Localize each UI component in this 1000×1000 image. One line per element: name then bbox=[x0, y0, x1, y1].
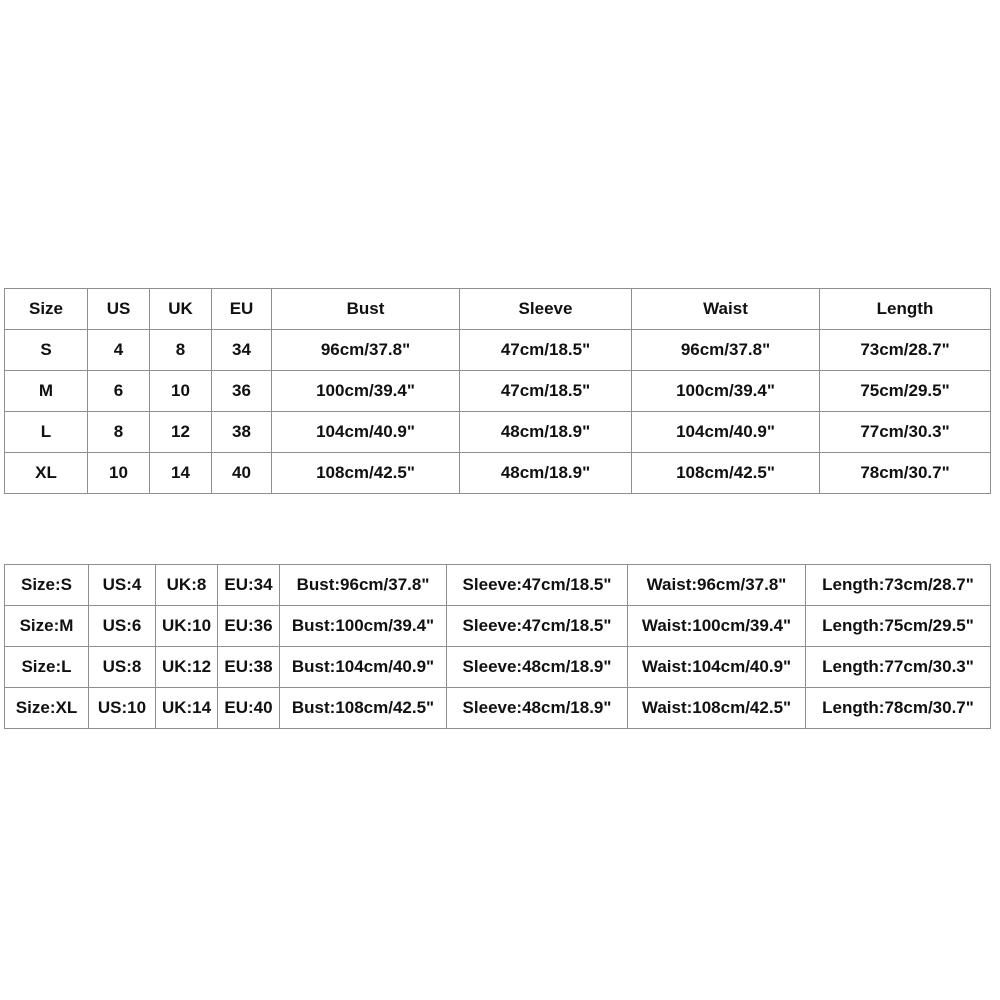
table-cell: UK:14 bbox=[156, 688, 218, 729]
table-cell: Length:75cm/29.5" bbox=[806, 606, 991, 647]
table-cell: 100cm/39.4" bbox=[632, 371, 820, 412]
table-cell: UK:8 bbox=[156, 565, 218, 606]
table-cell: Waist:96cm/37.8" bbox=[628, 565, 806, 606]
header-cell-us: US bbox=[88, 289, 150, 330]
table-cell: 104cm/40.9" bbox=[632, 412, 820, 453]
size-chart-labeled-table bbox=[4, 564, 991, 729]
table-cell: XL bbox=[5, 453, 88, 494]
table-cell: 108cm/42.5" bbox=[272, 453, 460, 494]
table-cell: 10 bbox=[88, 453, 150, 494]
table-row bbox=[5, 606, 991, 647]
table-row bbox=[5, 371, 991, 412]
table-cell: EU:38 bbox=[218, 647, 280, 688]
header-cell-waist: Waist bbox=[632, 289, 820, 330]
table-cell: Bust:108cm/42.5" bbox=[280, 688, 447, 729]
table-cell: US:6 bbox=[89, 606, 156, 647]
table-cell: 38 bbox=[212, 412, 272, 453]
table-cell: 75cm/29.5" bbox=[820, 371, 991, 412]
table-row bbox=[5, 647, 991, 688]
table-cell: 96cm/37.8" bbox=[272, 330, 460, 371]
table-cell: UK:12 bbox=[156, 647, 218, 688]
table-cell: Waist:104cm/40.9" bbox=[628, 647, 806, 688]
table-cell: 77cm/30.3" bbox=[820, 412, 991, 453]
table-row bbox=[5, 565, 991, 606]
table-cell: Size:M bbox=[5, 606, 89, 647]
table-cell: Length:78cm/30.7" bbox=[806, 688, 991, 729]
table-cell: 8 bbox=[88, 412, 150, 453]
table-cell: 73cm/28.7" bbox=[820, 330, 991, 371]
table-cell: Sleeve:47cm/18.5" bbox=[447, 606, 628, 647]
table-cell: 96cm/37.8" bbox=[632, 330, 820, 371]
table-cell: 100cm/39.4" bbox=[272, 371, 460, 412]
table-cell: Waist:108cm/42.5" bbox=[628, 688, 806, 729]
table-cell: Bust:96cm/37.8" bbox=[280, 565, 447, 606]
table-cell: Length:77cm/30.3" bbox=[806, 647, 991, 688]
table-cell: S bbox=[5, 330, 88, 371]
table-cell: US:10 bbox=[89, 688, 156, 729]
table-cell: EU:36 bbox=[218, 606, 280, 647]
table-cell: 6 bbox=[88, 371, 150, 412]
table-cell: US:4 bbox=[89, 565, 156, 606]
header-cell-eu: EU bbox=[212, 289, 272, 330]
table-cell: Sleeve:47cm/18.5" bbox=[447, 565, 628, 606]
table-cell: EU:34 bbox=[218, 565, 280, 606]
table-cell: Size:L bbox=[5, 647, 89, 688]
table-row bbox=[5, 453, 991, 494]
table-cell: M bbox=[5, 371, 88, 412]
table-row bbox=[5, 330, 991, 371]
table-row bbox=[5, 412, 991, 453]
table-cell: 10 bbox=[150, 371, 212, 412]
table-cell: Length:73cm/28.7" bbox=[806, 565, 991, 606]
size-chart-table bbox=[4, 288, 991, 494]
table-cell: 40 bbox=[212, 453, 272, 494]
table-cell: Bust:100cm/39.4" bbox=[280, 606, 447, 647]
table-cell: 48cm/18.9" bbox=[460, 453, 632, 494]
table-cell: 34 bbox=[212, 330, 272, 371]
table-row bbox=[5, 688, 991, 729]
table-cell: 36 bbox=[212, 371, 272, 412]
table-cell: 104cm/40.9" bbox=[272, 412, 460, 453]
table-cell: Size:XL bbox=[5, 688, 89, 729]
table-header-row bbox=[5, 289, 991, 330]
table-cell: Size:S bbox=[5, 565, 89, 606]
header-cell-uk: UK bbox=[150, 289, 212, 330]
table-cell: 78cm/30.7" bbox=[820, 453, 991, 494]
header-cell-bust: Bust bbox=[272, 289, 460, 330]
header-cell-length: Length bbox=[820, 289, 991, 330]
table-cell: EU:40 bbox=[218, 688, 280, 729]
table-cell: Waist:100cm/39.4" bbox=[628, 606, 806, 647]
table-cell: US:8 bbox=[89, 647, 156, 688]
table-cell: 47cm/18.5" bbox=[460, 371, 632, 412]
table-cell: Bust:104cm/40.9" bbox=[280, 647, 447, 688]
table-cell: Sleeve:48cm/18.9" bbox=[447, 688, 628, 729]
header-cell-size: Size bbox=[5, 289, 88, 330]
table-cell: L bbox=[5, 412, 88, 453]
table-cell: Sleeve:48cm/18.9" bbox=[447, 647, 628, 688]
table-cell: 12 bbox=[150, 412, 212, 453]
table-cell: 4 bbox=[88, 330, 150, 371]
table-cell: 47cm/18.5" bbox=[460, 330, 632, 371]
table-cell: 108cm/42.5" bbox=[632, 453, 820, 494]
table-cell: 8 bbox=[150, 330, 212, 371]
header-cell-sleeve: Sleeve bbox=[460, 289, 632, 330]
table-cell: 14 bbox=[150, 453, 212, 494]
table-cell: UK:10 bbox=[156, 606, 218, 647]
table-cell: 48cm/18.9" bbox=[460, 412, 632, 453]
